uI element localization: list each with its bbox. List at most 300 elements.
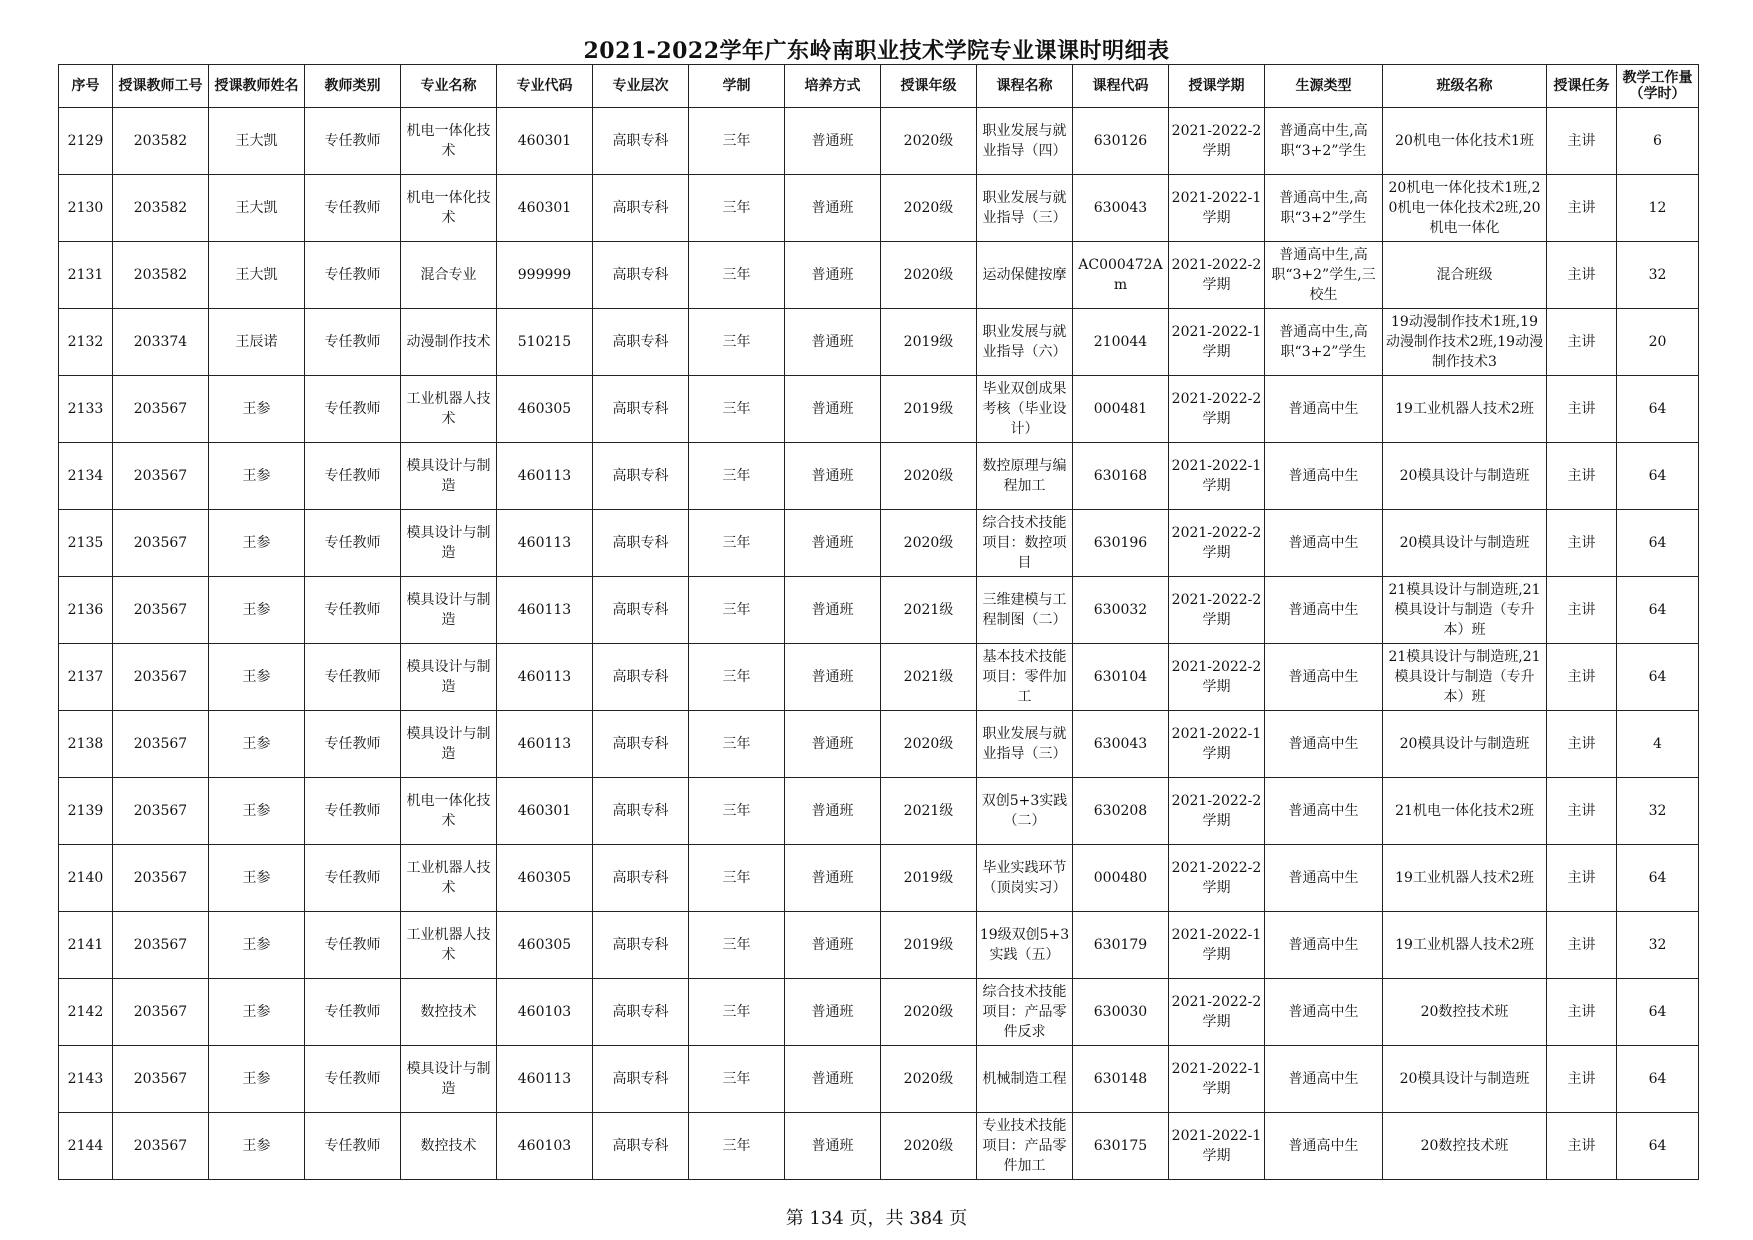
cell-text: 三年 bbox=[722, 267, 751, 283]
table-cell bbox=[689, 845, 785, 912]
cell-text: 三年 bbox=[722, 870, 751, 886]
table-cell bbox=[881, 108, 977, 175]
table-cell bbox=[401, 175, 497, 242]
table-cell bbox=[401, 1046, 497, 1113]
cell-text: 三年 bbox=[722, 736, 751, 752]
table-cell bbox=[689, 443, 785, 510]
table-row bbox=[59, 778, 1699, 845]
table-cell bbox=[59, 1113, 113, 1180]
cell-text: 专任教师 bbox=[324, 535, 381, 551]
cell-text: 630168 bbox=[1093, 468, 1148, 484]
cell-text: 数控技术 bbox=[420, 1138, 477, 1154]
cell-text: 高职专科 bbox=[612, 669, 669, 685]
table-cell bbox=[209, 644, 305, 711]
cell-text: 机械制造工程 bbox=[982, 1071, 1067, 1087]
table-cell bbox=[305, 778, 401, 845]
cell-text: 专任教师 bbox=[324, 937, 381, 953]
table-cell bbox=[881, 778, 977, 845]
table-cell bbox=[1169, 175, 1265, 242]
table-cell bbox=[497, 242, 593, 309]
cell-text: 主讲 bbox=[1567, 401, 1596, 417]
table-row bbox=[59, 644, 1699, 711]
cell-text: 203374 bbox=[133, 334, 188, 350]
table-cell bbox=[113, 510, 209, 577]
cell-text: 2129 bbox=[67, 133, 104, 149]
table-cell bbox=[785, 912, 881, 979]
table-cell bbox=[1169, 309, 1265, 376]
column-header: 生源类型 bbox=[1265, 65, 1383, 108]
table-cell bbox=[1265, 510, 1383, 577]
table-cell bbox=[59, 979, 113, 1046]
table-cell bbox=[785, 108, 881, 175]
table-cell bbox=[209, 108, 305, 175]
table-cell bbox=[113, 108, 209, 175]
cell-text: 三年 bbox=[722, 133, 751, 149]
table-cell bbox=[209, 376, 305, 443]
cell-text: 460103 bbox=[517, 1138, 572, 1154]
column-header: 课程代码 bbox=[1073, 65, 1169, 108]
cell-text: 203567 bbox=[133, 1071, 188, 1087]
cell-text: 工业机器人技术 bbox=[406, 927, 491, 963]
cell-text: 2021-2022-2学期 bbox=[1171, 257, 1262, 293]
table-row bbox=[59, 376, 1699, 443]
table-cell bbox=[593, 443, 689, 510]
cell-text: 2021-2022-1学期 bbox=[1171, 190, 1262, 226]
cell-text: 三年 bbox=[722, 200, 751, 216]
cell-text: 2021-2022-2学期 bbox=[1171, 659, 1262, 695]
column-header: 序号 bbox=[59, 65, 113, 108]
cell-text: 三维建模与工程制图（二） bbox=[982, 592, 1067, 628]
cell-text: 2021-2022-1学期 bbox=[1171, 726, 1262, 762]
table-cell bbox=[209, 1113, 305, 1180]
cell-text: 2019级 bbox=[903, 401, 954, 417]
cell-text: 630030 bbox=[1093, 1004, 1148, 1020]
table-cell bbox=[305, 175, 401, 242]
table-cell bbox=[59, 778, 113, 845]
cell-text: 460305 bbox=[517, 870, 572, 886]
table-cell bbox=[305, 1046, 401, 1113]
cell-text: 203567 bbox=[133, 669, 188, 685]
cell-text: 2133 bbox=[67, 401, 104, 417]
cell-text: 普通高中生 bbox=[1288, 669, 1359, 685]
table-cell bbox=[59, 309, 113, 376]
table-cell bbox=[305, 510, 401, 577]
table-cell bbox=[977, 1113, 1073, 1180]
table-cell bbox=[977, 175, 1073, 242]
cell-text: 高职专科 bbox=[612, 870, 669, 886]
cell-text: 王大凯 bbox=[235, 133, 278, 149]
table-row bbox=[59, 845, 1699, 912]
cell-text: 高职专科 bbox=[612, 1004, 669, 1020]
table-cell bbox=[689, 510, 785, 577]
column-header: 专业名称 bbox=[401, 65, 497, 108]
table-cell bbox=[1073, 108, 1169, 175]
cell-text: 三年 bbox=[722, 803, 751, 819]
cell-text: 普通班 bbox=[811, 1138, 854, 1154]
cell-text: 2021-2022-2学期 bbox=[1171, 592, 1262, 628]
cell-text: 高职专科 bbox=[612, 401, 669, 417]
table-row bbox=[59, 175, 1699, 242]
table-cell bbox=[1547, 577, 1617, 644]
cell-text: 64 bbox=[1648, 1004, 1667, 1020]
table-cell bbox=[497, 175, 593, 242]
cell-text: 630148 bbox=[1093, 1071, 1148, 1087]
cell-text: 毕业双创成果考核（毕业设计） bbox=[982, 381, 1067, 437]
cell-text: 2019级 bbox=[903, 937, 954, 953]
table-cell bbox=[593, 845, 689, 912]
table-cell bbox=[977, 778, 1073, 845]
table-cell bbox=[977, 845, 1073, 912]
cell-text: 普通班 bbox=[811, 1004, 854, 1020]
cell-text: 王参 bbox=[242, 1138, 271, 1154]
table-cell bbox=[209, 242, 305, 309]
table-cell bbox=[593, 1113, 689, 1180]
table-cell bbox=[1169, 845, 1265, 912]
cell-text: 64 bbox=[1648, 401, 1667, 417]
table-cell bbox=[113, 979, 209, 1046]
table-cell bbox=[305, 108, 401, 175]
cell-text: 三年 bbox=[722, 669, 751, 685]
cell-text: 王参 bbox=[242, 535, 271, 551]
table-cell bbox=[209, 912, 305, 979]
cell-text: 综合技术技能项目：数控项目 bbox=[982, 515, 1067, 571]
cell-text: 19工业机器人技术2班 bbox=[1395, 937, 1534, 953]
cell-text: 203567 bbox=[133, 401, 188, 417]
cell-text: 203567 bbox=[133, 870, 188, 886]
cell-text: 21模具设计与制造班,21模具设计与制造（专升本）班 bbox=[1388, 582, 1541, 638]
table-cell bbox=[59, 845, 113, 912]
table-cell bbox=[1073, 711, 1169, 778]
cell-text: 普通高中生 bbox=[1288, 468, 1359, 484]
cell-text: 203567 bbox=[133, 535, 188, 551]
cell-text: 203582 bbox=[133, 133, 188, 149]
cell-text: 三年 bbox=[722, 401, 751, 417]
table-cell bbox=[1265, 845, 1383, 912]
table-cell bbox=[401, 309, 497, 376]
cell-text: 2131 bbox=[67, 267, 104, 283]
table-cell bbox=[113, 711, 209, 778]
table-cell bbox=[689, 644, 785, 711]
table-cell bbox=[881, 1046, 977, 1113]
cell-text: 专任教师 bbox=[324, 267, 381, 283]
table-cell bbox=[1547, 309, 1617, 376]
cell-text: 专任教师 bbox=[324, 200, 381, 216]
table-cell bbox=[401, 912, 497, 979]
table-cell bbox=[59, 108, 113, 175]
table-row bbox=[59, 577, 1699, 644]
table-cell bbox=[59, 242, 113, 309]
table-cell bbox=[881, 1113, 977, 1180]
table-cell bbox=[1617, 376, 1699, 443]
table-cell bbox=[1073, 1113, 1169, 1180]
cell-text: 主讲 bbox=[1567, 468, 1596, 484]
cell-text: 2021-2022-1学期 bbox=[1171, 927, 1262, 963]
table-cell bbox=[785, 778, 881, 845]
table-cell bbox=[1383, 711, 1547, 778]
table-cell bbox=[113, 443, 209, 510]
table-cell bbox=[1383, 979, 1547, 1046]
table-cell bbox=[113, 242, 209, 309]
cell-text: 双创5+3实践（二） bbox=[981, 793, 1068, 829]
cell-text: 普通班 bbox=[811, 937, 854, 953]
table-cell bbox=[1073, 510, 1169, 577]
table-cell bbox=[1169, 1046, 1265, 1113]
table-cell bbox=[1265, 108, 1383, 175]
table-cell bbox=[1383, 443, 1547, 510]
cell-text: 专任教师 bbox=[324, 602, 381, 618]
table-cell bbox=[305, 443, 401, 510]
table-cell bbox=[1073, 242, 1169, 309]
table-cell bbox=[1073, 1046, 1169, 1113]
cell-text: 专任教师 bbox=[324, 468, 381, 484]
cell-text: 2130 bbox=[67, 200, 104, 216]
table-cell bbox=[977, 108, 1073, 175]
cell-text: 2134 bbox=[67, 468, 104, 484]
cell-text: 203567 bbox=[133, 803, 188, 819]
table-cell bbox=[305, 577, 401, 644]
cell-text: 普通高中生 bbox=[1288, 1138, 1359, 1154]
cell-text: 专任教师 bbox=[324, 736, 381, 752]
table-cell bbox=[1383, 242, 1547, 309]
cell-text: 2138 bbox=[67, 736, 104, 752]
column-header: 课程名称 bbox=[977, 65, 1073, 108]
table-cell bbox=[689, 1046, 785, 1113]
table-cell bbox=[689, 912, 785, 979]
table-cell bbox=[1265, 912, 1383, 979]
cell-text: 专任教师 bbox=[324, 401, 381, 417]
cell-text: 203567 bbox=[133, 736, 188, 752]
cell-text: 普通班 bbox=[811, 267, 854, 283]
cell-text: 2020级 bbox=[903, 535, 954, 551]
cell-text: 三年 bbox=[722, 468, 751, 484]
table-cell bbox=[497, 309, 593, 376]
table-cell bbox=[305, 979, 401, 1046]
table-cell bbox=[497, 979, 593, 1046]
table-cell bbox=[689, 711, 785, 778]
cell-text: 460301 bbox=[517, 803, 572, 819]
table-cell bbox=[1547, 711, 1617, 778]
table-cell bbox=[977, 979, 1073, 1046]
table-cell bbox=[209, 175, 305, 242]
cell-text: 2020级 bbox=[903, 200, 954, 216]
table-cell bbox=[209, 577, 305, 644]
table-cell bbox=[1547, 1046, 1617, 1113]
table-cell bbox=[785, 376, 881, 443]
cell-text: 普通班 bbox=[811, 669, 854, 685]
cell-text: 普通班 bbox=[811, 602, 854, 618]
cell-text: 20模具设计与制造班 bbox=[1399, 736, 1530, 752]
table-cell bbox=[1547, 644, 1617, 711]
cell-text: 32 bbox=[1648, 267, 1667, 283]
cell-text: 2139 bbox=[67, 803, 104, 819]
cell-text: 000480 bbox=[1093, 870, 1148, 886]
cell-text: 64 bbox=[1648, 1138, 1667, 1154]
table-cell bbox=[1383, 510, 1547, 577]
cell-text: 主讲 bbox=[1567, 1138, 1596, 1154]
table-cell bbox=[1169, 108, 1265, 175]
table-cell bbox=[1169, 577, 1265, 644]
column-header: 专业层次 bbox=[593, 65, 689, 108]
table-cell bbox=[593, 979, 689, 1046]
table-cell bbox=[1617, 577, 1699, 644]
cell-text: 2020级 bbox=[903, 133, 954, 149]
cell-text: 王参 bbox=[242, 468, 271, 484]
table-cell bbox=[785, 711, 881, 778]
cell-text: 普通高中生 bbox=[1288, 937, 1359, 953]
column-header: 教师类别 bbox=[305, 65, 401, 108]
table-cell bbox=[59, 912, 113, 979]
cell-text: 510215 bbox=[517, 334, 572, 350]
cell-text: 2021-2022-1学期 bbox=[1171, 1128, 1262, 1164]
cell-text: 王大凯 bbox=[235, 200, 278, 216]
cell-text: 2140 bbox=[67, 870, 104, 886]
table-cell bbox=[59, 443, 113, 510]
table-cell bbox=[1169, 242, 1265, 309]
table-cell bbox=[305, 845, 401, 912]
cell-text: 460113 bbox=[517, 535, 572, 551]
table-cell bbox=[209, 845, 305, 912]
table-cell bbox=[593, 175, 689, 242]
cell-text: 王参 bbox=[242, 1071, 271, 1087]
table-row bbox=[59, 979, 1699, 1046]
table-cell bbox=[689, 577, 785, 644]
table-cell bbox=[1617, 510, 1699, 577]
table-cell bbox=[1265, 443, 1383, 510]
cell-text: 专业技术技能项目：产品零件加工 bbox=[982, 1118, 1067, 1174]
table-cell bbox=[593, 912, 689, 979]
table-cell bbox=[209, 309, 305, 376]
cell-text: 203567 bbox=[133, 937, 188, 953]
cell-text: 王参 bbox=[242, 803, 271, 819]
cell-text: 主讲 bbox=[1567, 133, 1596, 149]
cell-text: 高职专科 bbox=[612, 334, 669, 350]
cell-text: 职业发展与就业指导（六） bbox=[982, 324, 1067, 360]
cell-text: 三年 bbox=[722, 1004, 751, 1020]
cell-text: 2021-2022-2学期 bbox=[1171, 793, 1262, 829]
cell-text: 主讲 bbox=[1567, 200, 1596, 216]
cell-text: 三年 bbox=[722, 937, 751, 953]
cell-text: 2021-2022-2学期 bbox=[1171, 994, 1262, 1030]
table-cell bbox=[113, 309, 209, 376]
table-cell bbox=[593, 1046, 689, 1113]
table-cell bbox=[305, 1113, 401, 1180]
cell-text: 基本技术技能项目：零件加工 bbox=[982, 649, 1067, 705]
cell-text: 毕业实践环节（顶岗实习） bbox=[982, 860, 1067, 896]
table-cell bbox=[1617, 242, 1699, 309]
table-cell bbox=[401, 711, 497, 778]
table-cell bbox=[1617, 912, 1699, 979]
cell-text: 普通高中生 bbox=[1288, 803, 1359, 819]
table-cell bbox=[59, 644, 113, 711]
course-hours-table bbox=[58, 64, 1699, 1180]
cell-text: 高职专科 bbox=[612, 736, 669, 752]
table-cell bbox=[305, 242, 401, 309]
cell-text: 460113 bbox=[517, 669, 572, 685]
table-cell bbox=[785, 175, 881, 242]
cell-text: 2136 bbox=[67, 602, 104, 618]
table-cell bbox=[881, 309, 977, 376]
cell-text: 普通高中生 bbox=[1288, 1004, 1359, 1020]
table-cell bbox=[593, 644, 689, 711]
column-header: 教学工作量（学时） bbox=[1617, 65, 1699, 108]
cell-text: 专任教师 bbox=[324, 133, 381, 149]
table-cell bbox=[497, 912, 593, 979]
cell-text: 20模具设计与制造班 bbox=[1399, 1071, 1530, 1087]
table-cell bbox=[977, 577, 1073, 644]
table-cell bbox=[113, 1046, 209, 1113]
table-cell bbox=[593, 510, 689, 577]
table-cell bbox=[1383, 778, 1547, 845]
table-cell bbox=[1617, 108, 1699, 175]
table-cell bbox=[113, 912, 209, 979]
table-cell bbox=[1169, 376, 1265, 443]
cell-text: 2132 bbox=[67, 334, 104, 350]
cell-text: 普通班 bbox=[811, 334, 854, 350]
cell-text: 职业发展与就业指导（三） bbox=[982, 190, 1067, 226]
cell-text: 普通高中生 bbox=[1288, 535, 1359, 551]
table-cell bbox=[209, 778, 305, 845]
cell-text: 2021-2022-1学期 bbox=[1171, 324, 1262, 360]
table-cell bbox=[1547, 1113, 1617, 1180]
cell-text: 2020级 bbox=[903, 1004, 954, 1020]
table-cell bbox=[1169, 979, 1265, 1046]
cell-text: 职业发展与就业指导（四） bbox=[982, 123, 1067, 159]
cell-text: 19动漫制作技术1班,19动漫制作技术2班,19动漫制作技术3 bbox=[1385, 314, 1544, 370]
cell-text: 专任教师 bbox=[324, 803, 381, 819]
table-cell bbox=[689, 979, 785, 1046]
table-cell bbox=[497, 845, 593, 912]
table-row bbox=[59, 510, 1699, 577]
cell-text: 王参 bbox=[242, 736, 271, 752]
cell-text: 机电一体化技术 bbox=[406, 793, 491, 829]
cell-text: 王参 bbox=[242, 669, 271, 685]
table-cell bbox=[1547, 443, 1617, 510]
table-cell bbox=[881, 577, 977, 644]
cell-text: 专任教师 bbox=[324, 669, 381, 685]
column-header: 培养方式 bbox=[785, 65, 881, 108]
cell-text: 2021-2022-2学期 bbox=[1171, 860, 1262, 896]
cell-text: 630104 bbox=[1093, 669, 1148, 685]
table-cell bbox=[59, 711, 113, 778]
cell-text: 机电一体化技术 bbox=[406, 190, 491, 226]
cell-text: 专任教师 bbox=[324, 334, 381, 350]
table-cell bbox=[113, 577, 209, 644]
cell-text: 三年 bbox=[722, 535, 751, 551]
cell-text: 2021-2022-2学期 bbox=[1171, 525, 1262, 561]
table-cell bbox=[1073, 175, 1169, 242]
table-cell bbox=[209, 711, 305, 778]
cell-text: 混合专业 bbox=[420, 267, 477, 283]
cell-text: 20机电一体化技术1班 bbox=[1395, 133, 1534, 149]
table-cell bbox=[881, 242, 977, 309]
cell-text: 12 bbox=[1648, 200, 1667, 216]
table-row bbox=[59, 912, 1699, 979]
table-cell bbox=[497, 376, 593, 443]
page-title: 2021-2022学年广东岭南职业技术学院专业课课时明细表 bbox=[583, 38, 1170, 64]
table-cell bbox=[497, 778, 593, 845]
cell-text: 21机电一体化技术2班 bbox=[1395, 803, 1534, 819]
cell-text: 210044 bbox=[1093, 334, 1148, 350]
cell-text: 2144 bbox=[67, 1138, 104, 1154]
cell-text: 数控原理与编程加工 bbox=[982, 458, 1067, 494]
cell-text: 19级双创5+3实践（五） bbox=[979, 927, 1070, 963]
table-cell bbox=[1547, 979, 1617, 1046]
table-cell bbox=[689, 108, 785, 175]
table-cell bbox=[1265, 1046, 1383, 1113]
table-cell bbox=[1617, 1113, 1699, 1180]
table-cell bbox=[113, 778, 209, 845]
cell-text: 2020级 bbox=[903, 468, 954, 484]
